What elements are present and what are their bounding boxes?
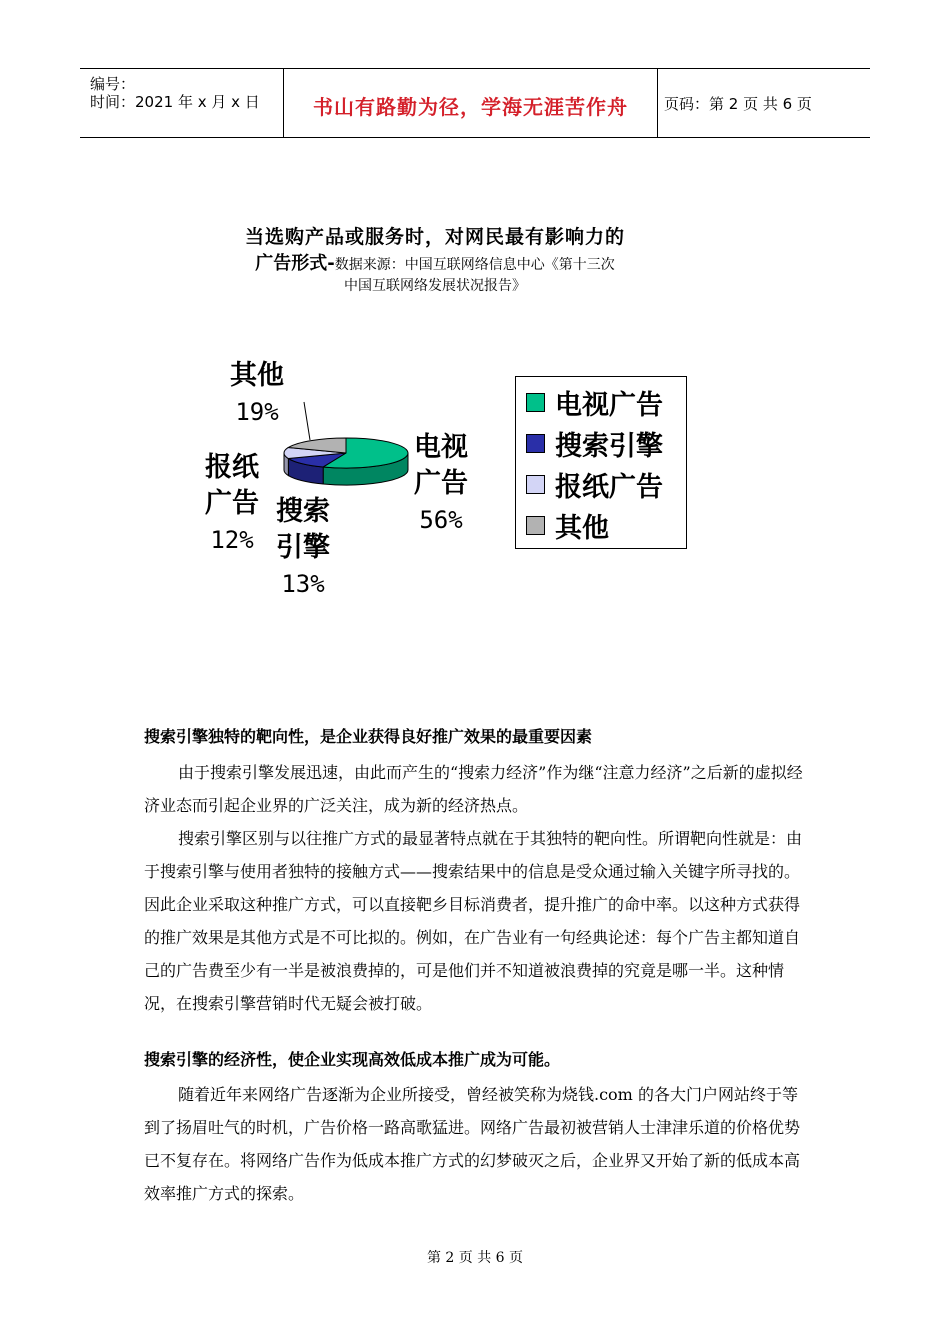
paragraph-low-cost: 随着近年来网络广告逐渐为企业所接受，曾经被笑称为烧钱.com 的各大门户网站终于等到了扬眉吐气的时机，广告价格一路高歌猛进。网络广告最初被营销人士津津乐道的价格优势已不复存在。将网络广告作为低成本推广方式的幻梦破灭之后，企业界又开始了新的低成本高效率推广方式的探索。 bbox=[144, 1085, 801, 1203]
pie-slice-3 bbox=[288, 438, 346, 453]
pie-slice-1 bbox=[288, 453, 346, 467]
legend-swatch-search bbox=[526, 434, 545, 453]
legend-text-search: 搜索引擎 bbox=[555, 430, 663, 462]
chart-title bbox=[200, 222, 670, 295]
legend-item-other bbox=[526, 506, 609, 544]
section-heading-economy: 搜索引擎的经济性，使企业实现高效低成本推广成为可能。 bbox=[144, 1050, 561, 1069]
pie-label-other-name: 其他 bbox=[230, 360, 284, 391]
page-header bbox=[80, 68, 870, 138]
pie-label-search-name1: 搜索 bbox=[276, 496, 330, 527]
page-info: 页码：第 2 页 共 6 页 bbox=[664, 95, 812, 113]
pie-label-search bbox=[276, 494, 330, 602]
pie-slice-2 bbox=[284, 447, 346, 458]
pie-label-search-name2: 引擎 bbox=[276, 532, 330, 563]
pie-leader-line bbox=[304, 402, 310, 440]
pie-label-tv-name2: 广告 bbox=[414, 468, 468, 499]
legend-item-newspaper bbox=[526, 465, 663, 503]
pie-label-tv-pct: 56% bbox=[419, 506, 463, 534]
legend-swatch-newspaper bbox=[526, 475, 545, 494]
header-motto-cell bbox=[284, 69, 658, 137]
page-footer: 第 2 页 共 6 页 bbox=[426, 1250, 524, 1266]
pie-label-search-pct: 13% bbox=[281, 570, 325, 598]
motto: 书山有路勤为径，学海无涯苦作舟 bbox=[313, 95, 628, 119]
legend-text-tv: 电视广告 bbox=[555, 389, 663, 421]
pie-label-newspaper-name2: 广告 bbox=[205, 488, 259, 519]
pie-label-tv bbox=[414, 430, 468, 538]
chart-source-line3: 中国互联网络发展状况报告》 bbox=[344, 278, 526, 294]
pie-label-tv-name1: 电视 bbox=[414, 432, 468, 463]
header-page-cell bbox=[658, 69, 870, 137]
pie-side-0 bbox=[323, 453, 408, 485]
pie-slice-0 bbox=[323, 438, 408, 468]
legend-swatch-tv bbox=[526, 393, 545, 412]
chart-title-line1: 当选购产品或服务时，对网民最有影响力的 bbox=[244, 226, 625, 248]
chart-title-line2-text: 广告形式- bbox=[255, 253, 335, 274]
pie-side-1 bbox=[288, 459, 323, 484]
legend-swatch-other bbox=[526, 516, 545, 535]
legend-text-newspaper: 报纸广告 bbox=[555, 471, 663, 503]
time-label: 时间：2021 年 x 月 x 日 bbox=[90, 93, 260, 111]
pie-label-other bbox=[230, 358, 284, 430]
legend-item-tv bbox=[526, 383, 663, 421]
pie-side-2 bbox=[284, 453, 288, 476]
legend-item-search bbox=[526, 424, 663, 462]
pie-label-other-pct: 19% bbox=[235, 398, 279, 426]
pie-label-newspaper bbox=[205, 450, 259, 558]
legend-text-other: 其他 bbox=[555, 512, 609, 544]
chart-legend bbox=[515, 376, 687, 549]
chart-source-line2: 数据来源：中国互联网络信息中心《第十三次 bbox=[334, 257, 615, 273]
section-heading-targeting: 搜索引擎独特的靶向性，是企业获得良好推广效果的最重要因素 bbox=[144, 727, 593, 746]
header-left-cell bbox=[80, 69, 284, 137]
pie-label-newspaper-pct: 12% bbox=[210, 526, 254, 554]
paragraph-search-economy: 由于搜索引擎发展迅速，由此而产生的“搜索力经济”作为继“注意力经济”之后新的虚拟经济业态而引起企业界的广泛关注，成为新的经济热点。 bbox=[144, 763, 803, 815]
number-label: 编号： bbox=[90, 75, 136, 93]
chart-title-line2 bbox=[200, 249, 670, 275]
paragraph-targeting: 搜索引擎区别与以往推广方式的最显著特点就在于其独特的靶向性。所谓靶向性就是：由于搜索引擎与使用者独特的接触方式——搜索结果中的信息是受众通过输入关键字所寻找的。因此企业采取这种推广方式，可以直接靶乡目标消费者，提升推广的命中率。以这种方式获得的推广效果是其他方式是不可比拟的。例如，在广告业有一句经典论述：每个广告主都知道自己的广告费至少有一半是被浪费掉的，可是他们并不知道被浪费掉的究竟是哪一半。这种情况，在搜索引擎营销时代无疑会被打破。 bbox=[144, 829, 803, 1013]
pie-label-newspaper-name1: 报纸 bbox=[205, 452, 259, 483]
